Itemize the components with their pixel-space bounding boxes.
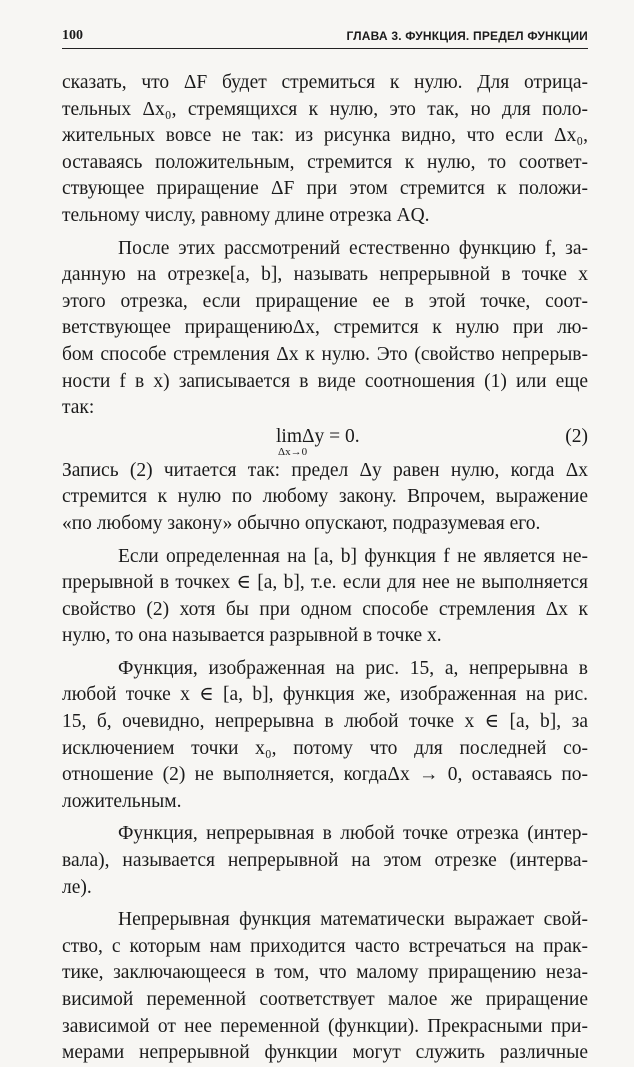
text-line: нулю, то она называется разрывной в точке x. xyxy=(62,625,442,647)
text-line: Функция, изображенная на рис. 15, а, непрерывна в xyxy=(118,657,588,679)
text-line: тике, заключающееся в том, что малому приращению неза- xyxy=(62,962,588,984)
text-line: Функция, непрерывная в любой точке отрезка (интер- xyxy=(118,823,588,845)
text-line: оставаясь положительным, стремится к нулю, то соответ- xyxy=(62,151,588,173)
text-line: отношение (2) не выполняется, когдаΔx → 0, оставаясь по- xyxy=(62,764,588,786)
text-line: После этих рассмотрений естественно функцию f, за- xyxy=(118,237,588,259)
formula-2 xyxy=(62,422,588,458)
text-line: ложительным. xyxy=(62,790,182,812)
text-line: данную на отрезке[a, b], называть непрерывной в точке x xyxy=(62,264,588,286)
text-line: висимой переменной соответствует малое же приращение xyxy=(62,989,588,1010)
chapter-title: ГЛАВА 3. ФУНКЦИЯ. ПРЕДЕЛ ФУНКЦИИ xyxy=(346,29,588,43)
text-line: тельных Δx₀, стремящихся к нулю, это так, но для поло- xyxy=(62,98,588,120)
body-text xyxy=(62,70,588,1067)
text-line: «по любому закону» обычно опускают, подразумевая его. xyxy=(62,512,541,534)
running-head xyxy=(62,26,588,49)
text-line: ветствующее приращениюΔx, стремится к нулю при лю- xyxy=(62,317,588,339)
text-line: тельному числу, равному длине отрезка AQ. xyxy=(62,204,430,226)
text-line: ствующее приращение ΔF при этом стремится к положи- xyxy=(62,178,588,200)
text-line: ство, с которым нам приходится часто встречаться на прак- xyxy=(62,935,588,957)
text-line: этого отрезка, если приращение ее в этой точке, соот- xyxy=(62,290,588,312)
text-line: мерами непрерывной функции могут служить различные xyxy=(62,1042,588,1064)
text-line: ле). xyxy=(62,876,92,898)
text-line: прерывной в точкеx ∈ [a, b], т.е. если для нее не выполняется xyxy=(62,572,588,594)
text-line: стремится к нулю по любому закону. Впрочем, выражение xyxy=(62,486,588,508)
page-number: 100 xyxy=(62,28,83,43)
formula-expression: limΔy = 0. xyxy=(276,425,360,447)
text-line: жительных вовсе не так: из рисунка видно, что если Δx₀, xyxy=(62,125,588,147)
text-line: 15, б, очевидно, непрерывна в любой точке x ∈ [a, b], за xyxy=(62,711,588,733)
text-line: ности f в x) записывается в виде соотношения (1) или еще xyxy=(62,370,588,392)
text-line: зависимой от нее переменной (функции). Прекрасными при- xyxy=(62,1015,588,1037)
text-line: любой точке x ∈ [a, b], функция же, изображенная на рис. xyxy=(62,684,588,706)
text-line: так: xyxy=(62,397,95,419)
text-line: свойство (2) хотя бы при одном способе стремления Δx к xyxy=(62,598,588,620)
formula-number: (2) xyxy=(565,425,588,447)
text-line: Непрерывная функция математически выражает свой- xyxy=(118,909,588,931)
formula-subscript: Δx→0 xyxy=(278,445,308,458)
text-line: исключением точки x₀, потому что для последней со- xyxy=(62,737,588,759)
text-line: Если определенная на [a, b] функция f не является не- xyxy=(118,545,588,567)
text-line: Запись (2) читается так: предел Δy равен нулю, когда Δx xyxy=(62,459,588,481)
text-line: бом способе стремления Δx к нулю. Это (свойство непрерыв- xyxy=(62,343,588,365)
text-line: сказать, что ΔF будет стремиться к нулю. Для отрица- xyxy=(62,72,588,93)
text-line: вала), называется непрерывной на этом отрезке (интерва- xyxy=(62,850,588,872)
